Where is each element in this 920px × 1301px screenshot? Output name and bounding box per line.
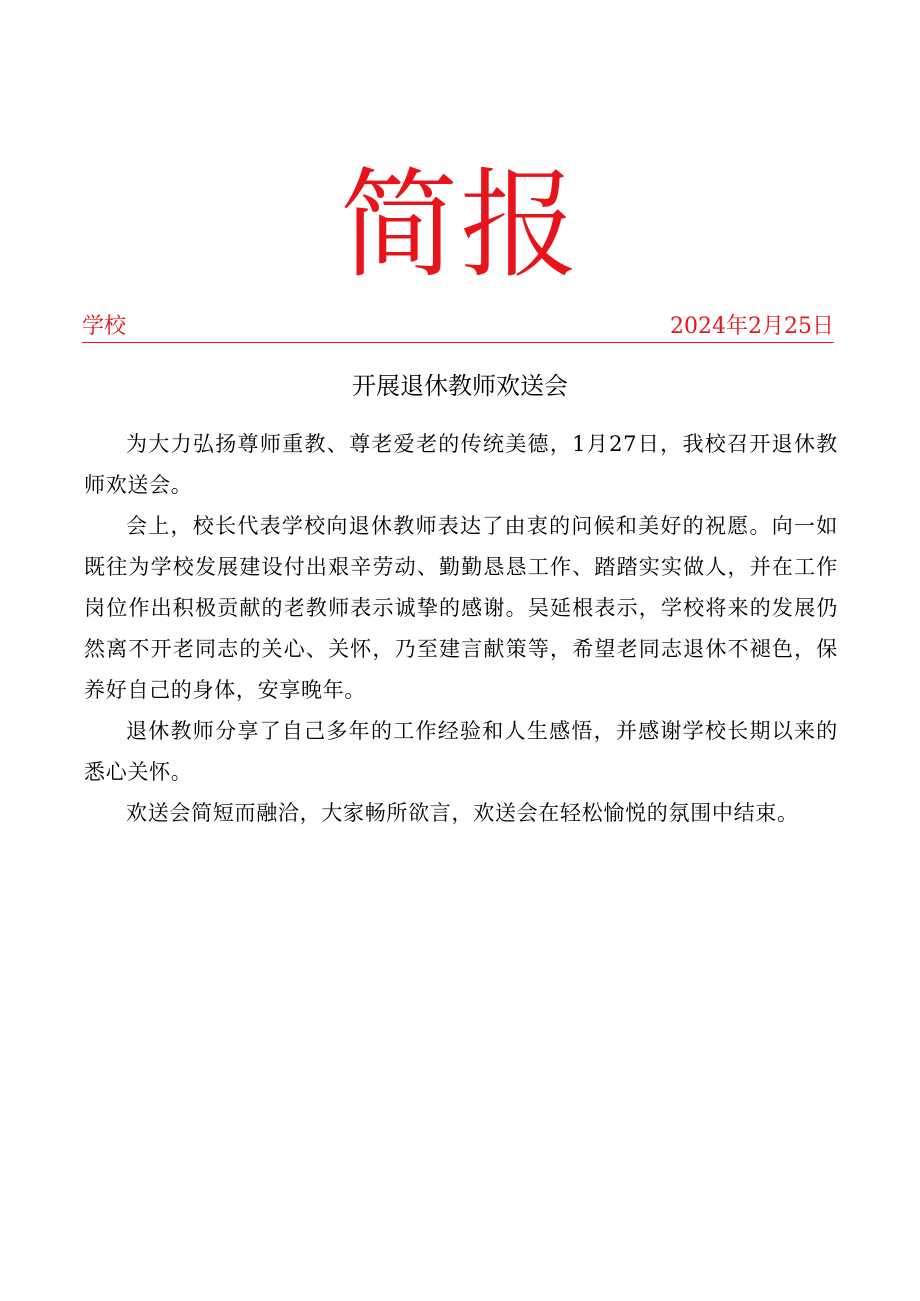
article-paragraph: 退休教师分享了自己多年的工作经验和人生感悟，并感谢学校长期以来的悉心关怀。	[84, 719, 838, 784]
issue-date: 2024年2月25日	[670, 314, 834, 339]
masthead-title: 简报	[339, 156, 580, 294]
issue-line	[82, 312, 834, 343]
article-body	[84, 424, 838, 834]
article-paragraph: 为大力弘扬尊师重教、尊老爱老的传统美德，1月27日，我校召开退休教师欢送会。	[84, 432, 838, 497]
article-paragraph: 会上，校长代表学校向退休教师表达了由衷的问候和美好的祝愿。向一如既往为学校发展建设付出艰辛劳动、勤勤恳恳工作、踏踏实实做人，并在工作岗位作出积极贡献的老教师表示诚挚的感谢。吴延根表示，学校将来的发展仍然离不开老同志的关心、关怀，乃至建言献策等，希望老同志退休不褪色，保养好自己的身体，安享晚年。	[84, 514, 838, 702]
article-title: 开展退休教师欢送会	[352, 372, 568, 400]
article-paragraph: 欢送会简短而融洽，大家畅所欲言，欢送会在轻松愉悦的氛围中结束。	[126, 801, 799, 825]
issuing-organization: 学校	[82, 314, 127, 339]
